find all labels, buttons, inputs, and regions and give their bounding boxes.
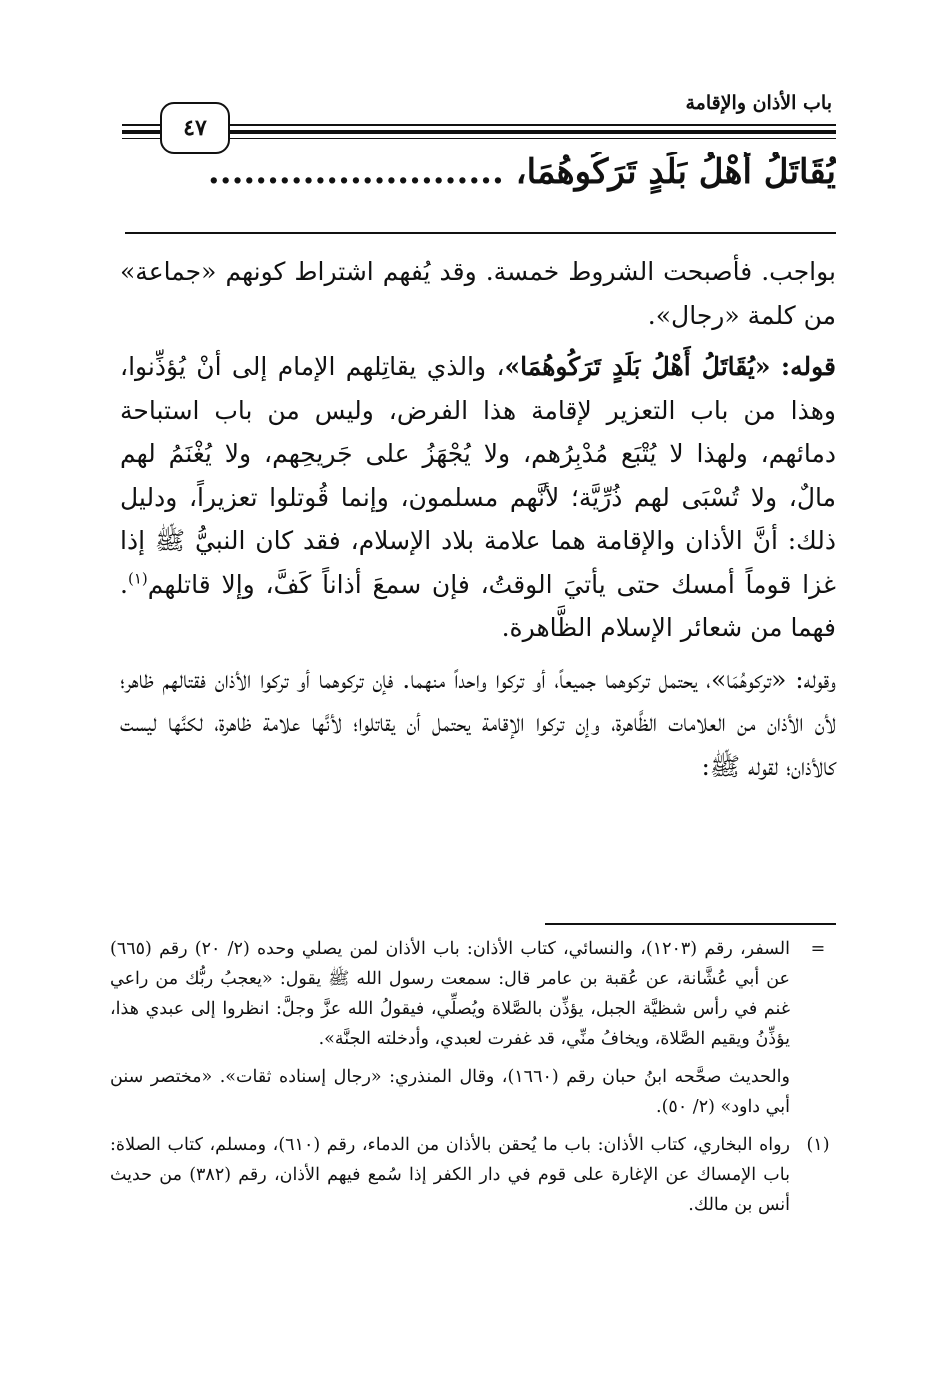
footnote-item (110, 1062, 836, 1122)
keyword-label: قوله: (780, 352, 836, 381)
paragraph: وقوله: «تركوهُمَا»، يحتمل تركوهما جميعاً، أو تركوا واحداً منهما. فإن تركوهما أو تركوا الأذان فقتالهم ظاهر؛ لأن الأذان من العلامات الظَّاهرة، وإن تركوا الإقامة يحتمل أن يقاتلوا؛ لأنَّها علامة ظاهرة، لكنَّها ليست كالأذان؛ لقوله ﷺ: (120, 664, 836, 781)
page-number-badge: ٤٧ (160, 102, 230, 154)
footnote-item (110, 1130, 836, 1220)
paragraph (120, 345, 836, 650)
footnote-item (110, 934, 836, 1054)
footnote-text: والحديث صحَّحه ابنُ حبان رقم (١٦٦٠)، وقال المنذري: «رجال إسناده ثقات». «مختصر سنن أبي داود» (٢/ ٥٠). (110, 1067, 790, 1117)
footnote-reference[interactable]: (١) (127, 569, 148, 588)
running-header-title: باب الأذان والإقامة (685, 92, 832, 114)
commentary-body (120, 250, 836, 796)
matn-quote: «يُقَاتَلُ أَهْلُ بَلَدٍ تَرَكُوهُمَا» (504, 352, 771, 381)
matn-separator-rule (125, 232, 836, 234)
paragraph-text: . فهما من شعائر الإسلام الظَّاهرة. (120, 569, 836, 642)
footnote-text: رواه البخاري، كتاب الأذان: باب ما يُحقن بالأذان من الدماء، رقم (٦١٠)، ومسلم، كتاب الصلاة: باب الإمساك عن الإغارة على قوم في دار الكفر إذا سُمع فيهم الأذان، رقم (٣٨٢) من حديث أنس بن مالك. (110, 1135, 790, 1215)
footnote-separator-rule (545, 923, 836, 925)
footnote-text: السفر، رقم (١٢٠٣)، والنسائي، كتاب الأذان: باب الأذان لمن يصلي وحده (٢/ ٢٠) رقم (٦٦٥) عن أبي عُشَّانة، عن عُقبة بن عامر قال: سمعت رسول الله ﷺ يقول: «يعجبُ ربُّك من راعي غنم في رأس شظيَّة الجبل، يؤذِّن بالصَّلاة ويُصلِّي، فيقولُ الله عزَّ وجلَّ: انظروا إلى عبدي هذا، يؤذِّنُ ويقيم الصَّلاة، ويخافُ منِّي، قد غفرت لعبدي، وأدخلته الجنَّة». (110, 939, 790, 1049)
footnote-marker: = (810, 939, 826, 959)
paragraph-text: ، والذي يقاتِلهم الإمام إلى أنْ يُؤذِّنوا، وهذا من باب التعزير لإقامة هذا الفرض، وليس من باب استباحة دمائهم، ولهذا لا يُتْبَع مُدْبِرُهم، ولا يُجْهَزُ على جَريحِهم، ولا يُغْنَمُ لهم مالٌ، ولا تُسْبَى لهم ذُرِّيَّة؛ لأنَّهم مسلمون، وإنما قُوتلوا تعزيراً، ودليل ذلك: أنَّ الأذان والإقامة هما علامة بلاد الإسلام، فقد كان النبيُّ ﷺ إذا غزا قوماً أمسك حتى يأتيَ الوقتُ، فإن سمعَ أذاناً كَفَّ، وإلا قاتلهم (120, 352, 836, 599)
footnote-marker: (١) (806, 1135, 830, 1155)
footnotes (110, 934, 836, 1228)
paragraph: بواجب. فأصبحت الشروط خمسة. وقد يُفهم اشتراط كونهم «جماعة» من كلمة «رجال». (120, 257, 836, 330)
matn-line: يُقَاتَلُ أَهْلُ بَلَدٍ تَرَكُوهُمَا، ......................... (207, 152, 836, 192)
